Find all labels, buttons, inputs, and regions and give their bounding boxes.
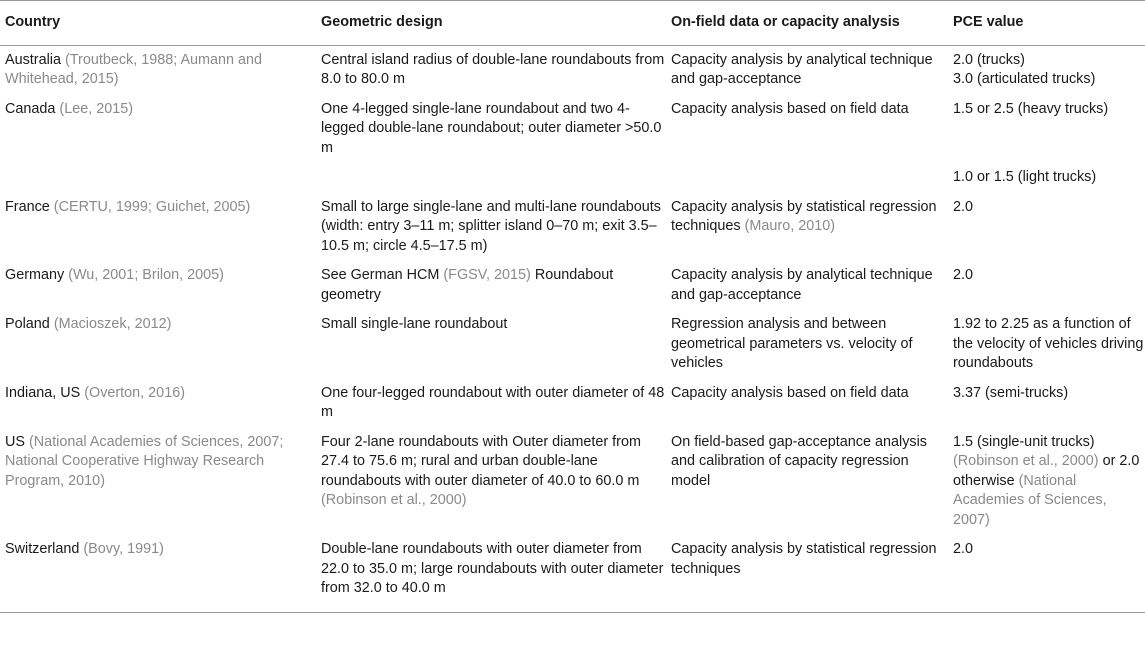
- country-name: Canada: [5, 100, 60, 117]
- pce-cell: [948, 45, 1145, 95]
- design-cell: [316, 428, 666, 536]
- country-cell: [0, 535, 316, 612]
- pce-cell: 3.37 (semi-trucks): [953, 384, 1069, 401]
- pce-cell: 2.0: [953, 198, 974, 215]
- country-cell: [0, 310, 316, 379]
- empty-cell: [666, 163, 948, 193]
- citation-link[interactable]: (CERTU, 1999; Guichet, 2005): [53, 198, 251, 215]
- analysis-cell: Capacity analysis by analytical technique and gap-acceptance: [671, 267, 933, 303]
- analysis-cell: [666, 193, 948, 262]
- citation-link[interactable]: (Robinson et al., 2000): [321, 492, 467, 508]
- citation-link[interactable]: (Bovy, 1991): [83, 541, 164, 557]
- pce-value: 2.0 (trucks): [953, 51, 1025, 68]
- citation-link[interactable]: (National Academies of Sciences, 2007; National Cooperative Highway Research Program, 2010): [5, 433, 284, 489]
- citation-link[interactable]: (Robinson et al., 2000): [953, 453, 1099, 469]
- analysis-cell: Regression analysis and between geometrical parameters vs. velocity of vehicles: [671, 316, 913, 371]
- country-name: Poland: [5, 316, 54, 332]
- design-cell: Small to large single-lane and multi-lane roundabouts (width: entry 3–11 m; splitter island 0–70 m; exit 3.5–10.5 m; circle 4.5–17.5 m): [321, 198, 661, 254]
- citation-link[interactable]: (FGSV, 2015): [443, 267, 531, 283]
- header-geometric-design: Geometric design: [316, 1, 666, 46]
- analysis-cell: Capacity analysis based on field data: [671, 100, 909, 117]
- citation-link[interactable]: (Wu, 2001; Brilon, 2005): [68, 267, 224, 283]
- pce-value-after: or 2.0 otherwise: [953, 453, 1140, 489]
- citation-link[interactable]: (National Academies of Sciences, 2007): [953, 472, 1107, 528]
- design-text-after: Roundabout geometry: [321, 267, 614, 303]
- table-row: [0, 163, 1145, 193]
- country-cell: [0, 193, 316, 262]
- country-name: Australia: [5, 51, 65, 68]
- design-cell: [316, 261, 666, 310]
- country-name: Switzerland: [5, 541, 84, 557]
- country-name: Indiana, US: [5, 384, 85, 401]
- country-name: Germany: [5, 267, 69, 283]
- pce-cell: [948, 428, 1145, 536]
- citation-link[interactable]: (Macioszek, 2012): [53, 316, 172, 332]
- design-text: Four 2-lane roundabouts with Outer diameter from 27.4 to 75.6 m; rural and urban double-lane roundabouts with outer diameter of 40.0 to 60.0 m: [321, 433, 641, 489]
- header-country: Country: [0, 1, 316, 46]
- pce-cell: 1.92 to 2.25 as a function of the velocity of vehicles driving roundabouts: [953, 316, 1144, 371]
- country-cell: [0, 428, 316, 536]
- country-cell: [0, 95, 316, 164]
- pce-value: 1.5 (single-unit trucks): [953, 433, 1095, 450]
- empty-cell: [0, 163, 316, 193]
- table-row: [0, 379, 1145, 428]
- design-text: See German HCM: [321, 267, 444, 283]
- analysis-cell: Capacity analysis based on field data: [671, 384, 909, 401]
- table-row: [0, 193, 1145, 262]
- pce-cell: 1.5 or 2.5 (heavy trucks): [953, 100, 1109, 117]
- analysis-cell: On field-based gap-acceptance analysis and calibration of capacity regression model: [671, 433, 927, 489]
- citation-link[interactable]: (Lee, 2015): [59, 100, 134, 117]
- country-name: US: [5, 433, 29, 450]
- citation-link[interactable]: (Mauro, 2010): [744, 218, 835, 234]
- analysis-cell: Capacity analysis by statistical regression techniques: [666, 535, 948, 612]
- design-cell: Central island radius of double-lane roundabouts from 8.0 to 80.0 m: [321, 51, 665, 87]
- country-cell: [0, 45, 316, 95]
- analysis-cell: Capacity analysis by analytical technique and gap-acceptance: [671, 51, 933, 87]
- design-cell: One four-legged roundabout with outer diameter of 48 m: [321, 384, 665, 420]
- country-cell: [0, 261, 316, 310]
- table-row: [0, 310, 1145, 379]
- header-analysis: On-field data or capacity analysis: [666, 1, 948, 46]
- table-row: [0, 261, 1145, 310]
- empty-cell: [316, 163, 666, 193]
- table-row: [0, 535, 1145, 612]
- design-cell: One 4-legged single-lane roundabout and two 4-legged double-lane roundabout; outer diameter >50.0 m: [321, 100, 662, 156]
- table-row: [0, 95, 1145, 164]
- pce-value-secondary: 3.0 (articulated trucks): [953, 71, 1096, 87]
- analysis-text: Capacity analysis by statistical regression techniques: [671, 198, 937, 234]
- table-header-row: [0, 1, 1145, 46]
- table-row: [0, 428, 1145, 536]
- design-cell: Double-lane roundabouts with outer diameter from 22.0 to 35.0 m; large roundabouts with outer diameter from 32.0 to 40.0 m: [316, 535, 666, 612]
- citation-link[interactable]: (Troutbeck, 1988; Aumann and Whitehead, 2015): [5, 51, 263, 87]
- country-cell: [0, 379, 316, 428]
- pce-cell: 2.0: [948, 535, 1145, 612]
- citation-link[interactable]: (Overton, 2016): [84, 384, 185, 401]
- header-pce-value: PCE value: [948, 1, 1145, 46]
- pce-cell: 1.0 or 1.5 (light trucks): [953, 169, 1097, 185]
- design-cell: Small single-lane roundabout: [321, 316, 508, 332]
- pce-cell: 2.0: [953, 267, 974, 283]
- country-name: France: [5, 198, 54, 215]
- table-row: [0, 45, 1145, 95]
